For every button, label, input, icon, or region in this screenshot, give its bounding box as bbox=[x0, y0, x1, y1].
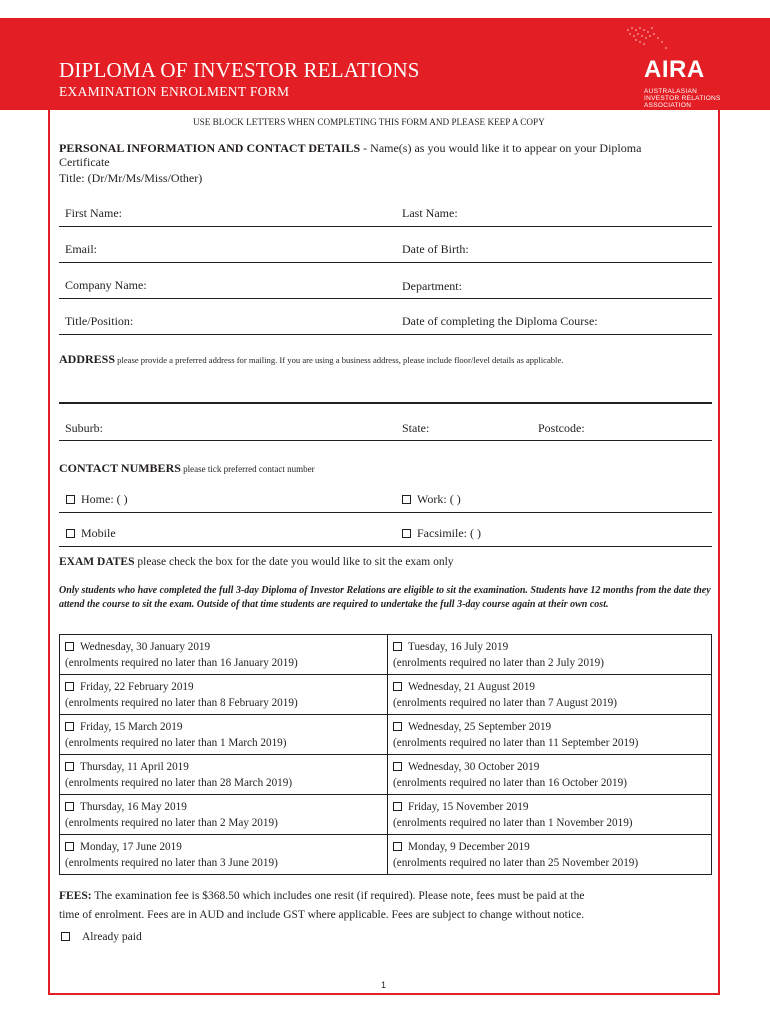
exam-deadline-label: (enrolments required no later than 8 February 2019) bbox=[65, 696, 298, 709]
exam-date-checkbox[interactable] bbox=[393, 722, 402, 731]
logo-line-1: AUSTRALASIAN bbox=[644, 88, 698, 95]
work-phone-label: Work: ( ) bbox=[417, 492, 461, 506]
exam-date-checkbox[interactable] bbox=[65, 762, 74, 771]
fees-text-1: The examination fee is $368.50 which includes one resit (if required). Please note, fees must be paid at the bbox=[91, 890, 585, 902]
exam-date-label: Wednesday, 25 September 2019 bbox=[408, 721, 552, 733]
position-label[interactable]: Title/Position: bbox=[65, 314, 134, 328]
exam-date-label: Thursday, 16 May 2019 bbox=[80, 801, 187, 813]
exam-row bbox=[60, 675, 712, 715]
address-note: please provide a preferred address for mailing. If you are using a business address, please include floor/level details as applicable. bbox=[115, 355, 564, 365]
divider bbox=[59, 512, 712, 513]
exam-date-label: Wednesday, 21 August 2019 bbox=[408, 681, 536, 693]
home-phone-option[interactable] bbox=[66, 492, 128, 507]
exam-date-checkbox[interactable] bbox=[393, 642, 402, 651]
exam-date-label: Monday, 9 December 2019 bbox=[408, 841, 530, 853]
contact-note: please tick preferred contact number bbox=[180, 464, 315, 474]
exam-row bbox=[60, 755, 712, 795]
logo-line-2: INVESTOR RELATIONS bbox=[644, 95, 721, 102]
personal-heading-note-2: Certificate bbox=[59, 155, 110, 169]
exam-deadline-label: (enrolments required no later than 28 March 2019) bbox=[65, 776, 293, 789]
mobile-checkbox[interactable] bbox=[66, 529, 75, 538]
exam-date-cell-left[interactable] bbox=[60, 675, 388, 715]
exam-date-checkbox[interactable] bbox=[65, 842, 74, 851]
exam-deadline-label: (enrolments required no later than 2 May 2019) bbox=[65, 816, 278, 829]
exam-deadline-label: (enrolments required no later than 1 November 2019) bbox=[393, 816, 633, 829]
exam-date-checkbox[interactable] bbox=[393, 762, 402, 771]
fax-option[interactable] bbox=[402, 526, 481, 541]
aira-logo bbox=[644, 56, 734, 110]
address-heading-line bbox=[59, 350, 563, 368]
exam-deadline-label: (enrolments required no later than 2 July 2019) bbox=[393, 656, 604, 669]
fees-text-2: time of enrolment. Fees are in AUD and include GST where applicable. Fees are subject to change without notice. bbox=[59, 909, 585, 921]
state-label[interactable]: State: bbox=[402, 421, 430, 435]
first-name-label[interactable]: First Name: bbox=[65, 206, 122, 220]
exam-date-cell-left[interactable] bbox=[60, 755, 388, 795]
exam-date-label: Thursday, 11 April 2019 bbox=[80, 761, 189, 773]
exam-row bbox=[60, 635, 712, 675]
logo-line-3: ASSOCIATION bbox=[644, 102, 692, 109]
exam-date-checkbox[interactable] bbox=[393, 682, 402, 691]
exam-dates-table bbox=[59, 634, 712, 875]
exam-date-option[interactable] bbox=[65, 800, 381, 816]
exam-deadline-label: (enrolments required no later than 16 January 2019) bbox=[65, 656, 298, 669]
exam-date-label: Tuesday, 16 July 2019 bbox=[408, 641, 509, 653]
exam-date-option[interactable] bbox=[65, 640, 381, 656]
exam-date-option[interactable] bbox=[393, 680, 705, 696]
fax-label: Facsimile: ( ) bbox=[417, 526, 481, 540]
exam-date-cell-left[interactable] bbox=[60, 635, 388, 675]
exam-date-cell-right[interactable] bbox=[388, 635, 712, 675]
divider bbox=[59, 262, 712, 263]
exam-date-cell-right[interactable] bbox=[388, 835, 712, 875]
exam-row bbox=[60, 715, 712, 755]
exam-date-option[interactable] bbox=[393, 720, 705, 736]
exam-date-checkbox[interactable] bbox=[393, 842, 402, 851]
exam-date-label: Friday, 15 November 2019 bbox=[408, 801, 529, 813]
exam-date-option[interactable] bbox=[65, 720, 381, 736]
exam-note: please check the box for the date you would like to sit the exam only bbox=[134, 556, 454, 568]
exam-date-label: Friday, 22 February 2019 bbox=[80, 681, 194, 693]
home-phone-label: Home: ( ) bbox=[81, 492, 128, 506]
work-checkbox[interactable] bbox=[402, 495, 411, 504]
exam-date-checkbox[interactable] bbox=[65, 682, 74, 691]
home-checkbox[interactable] bbox=[66, 495, 75, 504]
exam-heading-line bbox=[59, 556, 454, 568]
exam-date-checkbox[interactable] bbox=[65, 802, 74, 811]
exam-date-label: Friday, 15 March 2019 bbox=[80, 721, 183, 733]
personal-heading-note: - Name(s) as you would like it to appear on your Diploma bbox=[360, 141, 642, 155]
personal-heading-line bbox=[59, 141, 641, 156]
exam-date-checkbox[interactable] bbox=[65, 722, 74, 731]
course-date-label[interactable]: Date of completing the Diploma Course: bbox=[402, 314, 598, 328]
exam-deadline-label: (enrolments required no later than 11 September 2019) bbox=[393, 736, 639, 749]
already-paid-checkbox[interactable] bbox=[61, 932, 70, 941]
department-label[interactable]: Department: bbox=[402, 279, 462, 293]
exam-date-option[interactable] bbox=[65, 840, 381, 856]
exam-date-cell-left[interactable] bbox=[60, 795, 388, 835]
divider bbox=[59, 546, 712, 547]
exam-date-label: Wednesday, 30 January 2019 bbox=[80, 641, 211, 653]
email-label[interactable]: Email: bbox=[65, 242, 97, 256]
postcode-label[interactable]: Postcode: bbox=[538, 421, 585, 435]
suburb-label[interactable]: Suburb: bbox=[65, 421, 104, 435]
exam-date-option[interactable] bbox=[65, 760, 381, 776]
contact-heading-line bbox=[59, 459, 315, 477]
title-options[interactable]: Title: (Dr/Mr/Ms/Miss/Other) bbox=[59, 171, 203, 185]
already-paid-label: Already paid bbox=[82, 931, 142, 943]
fees-line-1 bbox=[59, 890, 584, 902]
map-dots-graphic bbox=[620, 22, 680, 56]
exam-date-cell-left[interactable] bbox=[60, 715, 388, 755]
divider bbox=[59, 298, 712, 299]
mobile-label: Mobile bbox=[81, 526, 116, 540]
dob-label[interactable]: Date of Birth: bbox=[402, 242, 469, 256]
form-subtitle: EXAMINATION ENROLMENT FORM bbox=[59, 84, 290, 99]
exam-date-checkbox[interactable] bbox=[65, 642, 74, 651]
exam-deadline-label: (enrolments required no later than 3 June 2019) bbox=[65, 856, 278, 869]
mobile-option[interactable] bbox=[66, 526, 116, 541]
exam-date-cell-left[interactable] bbox=[60, 835, 388, 875]
fees-heading: FEES: bbox=[59, 890, 92, 902]
exam-date-checkbox[interactable] bbox=[393, 802, 402, 811]
divider bbox=[59, 440, 712, 441]
exam-heading: EXAM DATES bbox=[59, 556, 135, 568]
company-label[interactable]: Company Name: bbox=[65, 278, 147, 292]
divider bbox=[59, 226, 712, 227]
already-paid-option[interactable] bbox=[61, 931, 142, 943]
exam-row bbox=[60, 795, 712, 835]
exam-date-label: Wednesday, 30 October 2019 bbox=[408, 761, 540, 773]
exam-date-option[interactable] bbox=[393, 760, 705, 776]
exam-row bbox=[60, 835, 712, 875]
exam-date-label: Monday, 17 June 2019 bbox=[80, 841, 182, 853]
eligibility-note: Only students who have completed the full 3-day Diploma of Investor Relations are eligible to sit the examination. Students have 12 months from the date they attend the course to sit the exam. Outside of that time students are required to undertake the full 3-day course again at their own cost. bbox=[59, 585, 711, 610]
fax-checkbox[interactable] bbox=[402, 529, 411, 538]
exam-deadline-label: (enrolments required no later than 16 October 2019) bbox=[393, 776, 627, 789]
address-heading: ADDRESS bbox=[59, 352, 116, 366]
exam-date-option[interactable] bbox=[65, 680, 381, 696]
exam-date-cell-right[interactable] bbox=[388, 795, 712, 835]
exam-deadline-label: (enrolments required no later than 25 November 2019) bbox=[393, 856, 639, 869]
contact-heading: CONTACT NUMBERS bbox=[59, 461, 181, 475]
exam-date-cell-right[interactable] bbox=[388, 675, 712, 715]
exam-date-option[interactable] bbox=[393, 800, 705, 816]
work-phone-option[interactable] bbox=[402, 492, 461, 507]
instruction-text: USE BLOCK LETTERS WHEN COMPLETING THIS FORM AND PLEASE KEEP A COPY bbox=[193, 117, 545, 127]
exam-date-cell-right[interactable] bbox=[388, 715, 712, 755]
exam-date-cell-right[interactable] bbox=[388, 755, 712, 795]
exam-date-option[interactable] bbox=[393, 640, 705, 656]
exam-date-option[interactable] bbox=[393, 840, 705, 856]
address-line[interactable] bbox=[59, 402, 712, 404]
logo-mark: AIRA bbox=[644, 56, 705, 83]
exam-deadline-label: (enrolments required no later than 7 August 2019) bbox=[393, 696, 618, 709]
exam-deadline-label: (enrolments required no later than 1 March 2019) bbox=[65, 736, 287, 749]
personal-heading: PERSONAL INFORMATION AND CONTACT DETAILS bbox=[59, 141, 361, 155]
divider bbox=[59, 334, 712, 335]
last-name-label[interactable]: Last Name: bbox=[402, 206, 458, 220]
page-number: 1 bbox=[381, 980, 387, 990]
form-title: DIPLOMA OF INVESTOR RELATIONS bbox=[59, 58, 420, 82]
